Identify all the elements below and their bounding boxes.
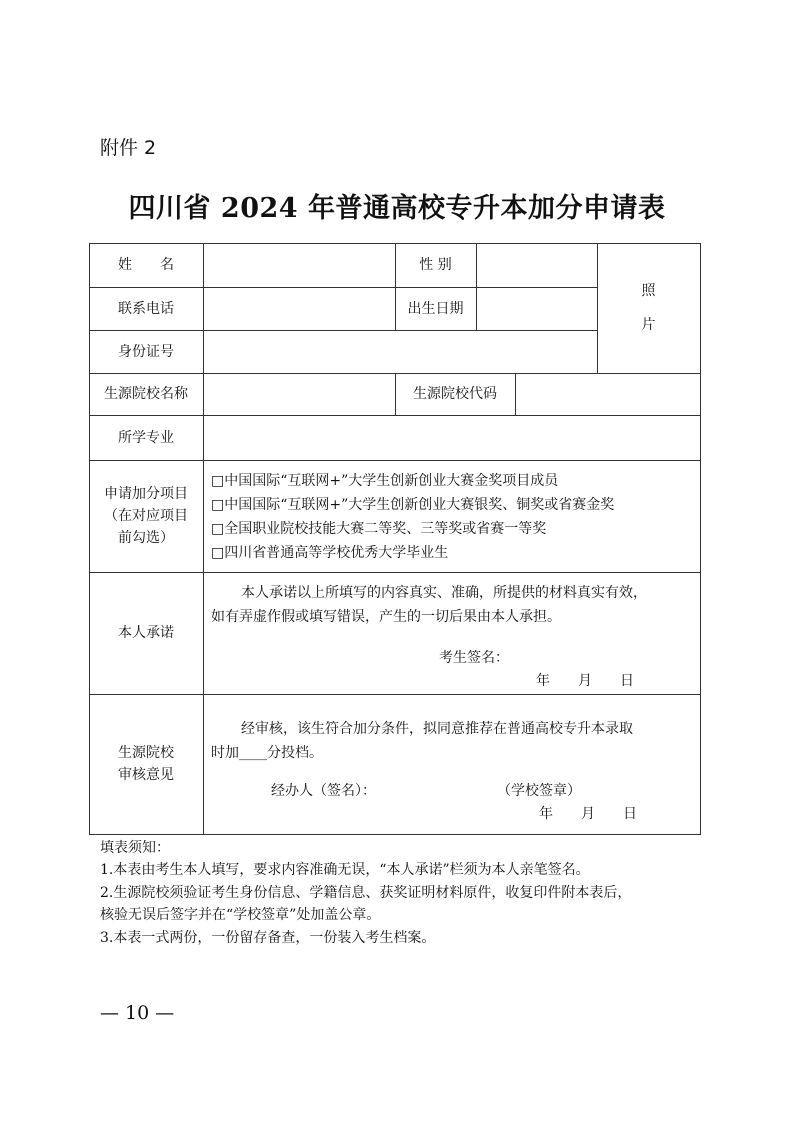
instruction-item: 1.本表由考生本人填写，要求内容准确无误，“本人承诺”栏须为本人亲笔签名。 (100, 862, 590, 878)
review-label (89, 694, 203, 834)
candidate-signature-label[interactable]: 考生签名： (439, 650, 509, 666)
review-date[interactable]: 年 月 日 (539, 806, 637, 822)
photo-label-2: 片 (641, 317, 656, 333)
name-field[interactable] (203, 243, 395, 287)
bonus-option-4[interactable]: □四川省普通高等学校优秀大学毕业生 (211, 545, 449, 561)
phone-label: 联系电话 (118, 300, 174, 317)
bonus-label-line-1: 申请加分项目 (104, 486, 188, 502)
bonus-label-line-2: （在对应项目 (104, 508, 188, 524)
form-title: 四川省 2024 年普通高校专升本加分申请表 (128, 193, 666, 224)
bonus-label (89, 460, 203, 572)
instruction-item: 核验无误后签字并在“学校签章”处加盖公章。 (100, 907, 381, 923)
bonus-label-line-3: 前勾选） (118, 530, 174, 546)
handler-signature-label[interactable]: 经办人（签名）： (271, 783, 376, 799)
id-number-field[interactable] (203, 330, 597, 373)
school-code-field[interactable] (515, 373, 700, 415)
bonus-option-1[interactable]: □中国国际“互联网+”大学生创新创业大赛金奖项目成员 (211, 473, 559, 489)
pledge-text-line-2: 如有弄虚作假或填写错误，产生的一切后果由本人承担。 (211, 609, 561, 625)
instruction-item: 2.生源院校须验证考生身份信息、学籍信息、获奖证明材料原件，收复印件附本表后， (100, 885, 632, 901)
page-number: — 10 — (100, 1002, 175, 1024)
photo-box[interactable] (597, 243, 700, 373)
instructions-heading: 填表须知： (100, 840, 170, 856)
review-label-line-2: 审核意见 (118, 767, 174, 783)
birth-label: 出生日期 (407, 300, 464, 317)
review-text-line-2: 时加____分投档。 (211, 745, 323, 761)
pledge-label: 本人承诺 (118, 625, 174, 641)
bonus-option-2[interactable]: □中国国际“互联网+”大学生创新创业大赛银奖、铜奖或省赛金奖 (211, 497, 615, 513)
school-name-label: 生源院校名称 (104, 386, 188, 402)
major-field[interactable] (203, 415, 700, 460)
school-name-field[interactable] (203, 373, 395, 415)
instruction-item: 3.本表一式两份，一份留存备查，一份装入考生档案。 (100, 930, 436, 946)
birth-field[interactable] (476, 287, 597, 330)
gender-label: 性 别 (419, 257, 452, 273)
gender-field[interactable] (476, 243, 597, 287)
school-code-label: 生源院校代码 (413, 386, 497, 402)
name-label: 姓 名 (118, 257, 174, 273)
attachment-label: 附件 2 (100, 137, 157, 159)
review-text-line-1: 经审核，该生符合加分条件，拟同意推荐在普通高校专升本录取 (241, 721, 633, 737)
school-seal-label[interactable]: （学校签章） (497, 783, 581, 799)
id-number-label: 身份证号 (118, 343, 174, 360)
photo-label-1: 照 (641, 283, 656, 299)
bonus-option-3[interactable]: □全国职业院校技能大赛二等奖、三等奖或省赛一等奖 (211, 521, 547, 537)
phone-field[interactable] (203, 287, 395, 330)
review-label-line-1: 生源院校 (118, 745, 174, 761)
major-label: 所学专业 (118, 429, 174, 446)
pledge-date[interactable]: 年 月 日 (536, 673, 634, 689)
pledge-text-line-1: 本人承诺以上所填写的内容真实、准确，所提供的材料真实有效， (241, 585, 647, 601)
